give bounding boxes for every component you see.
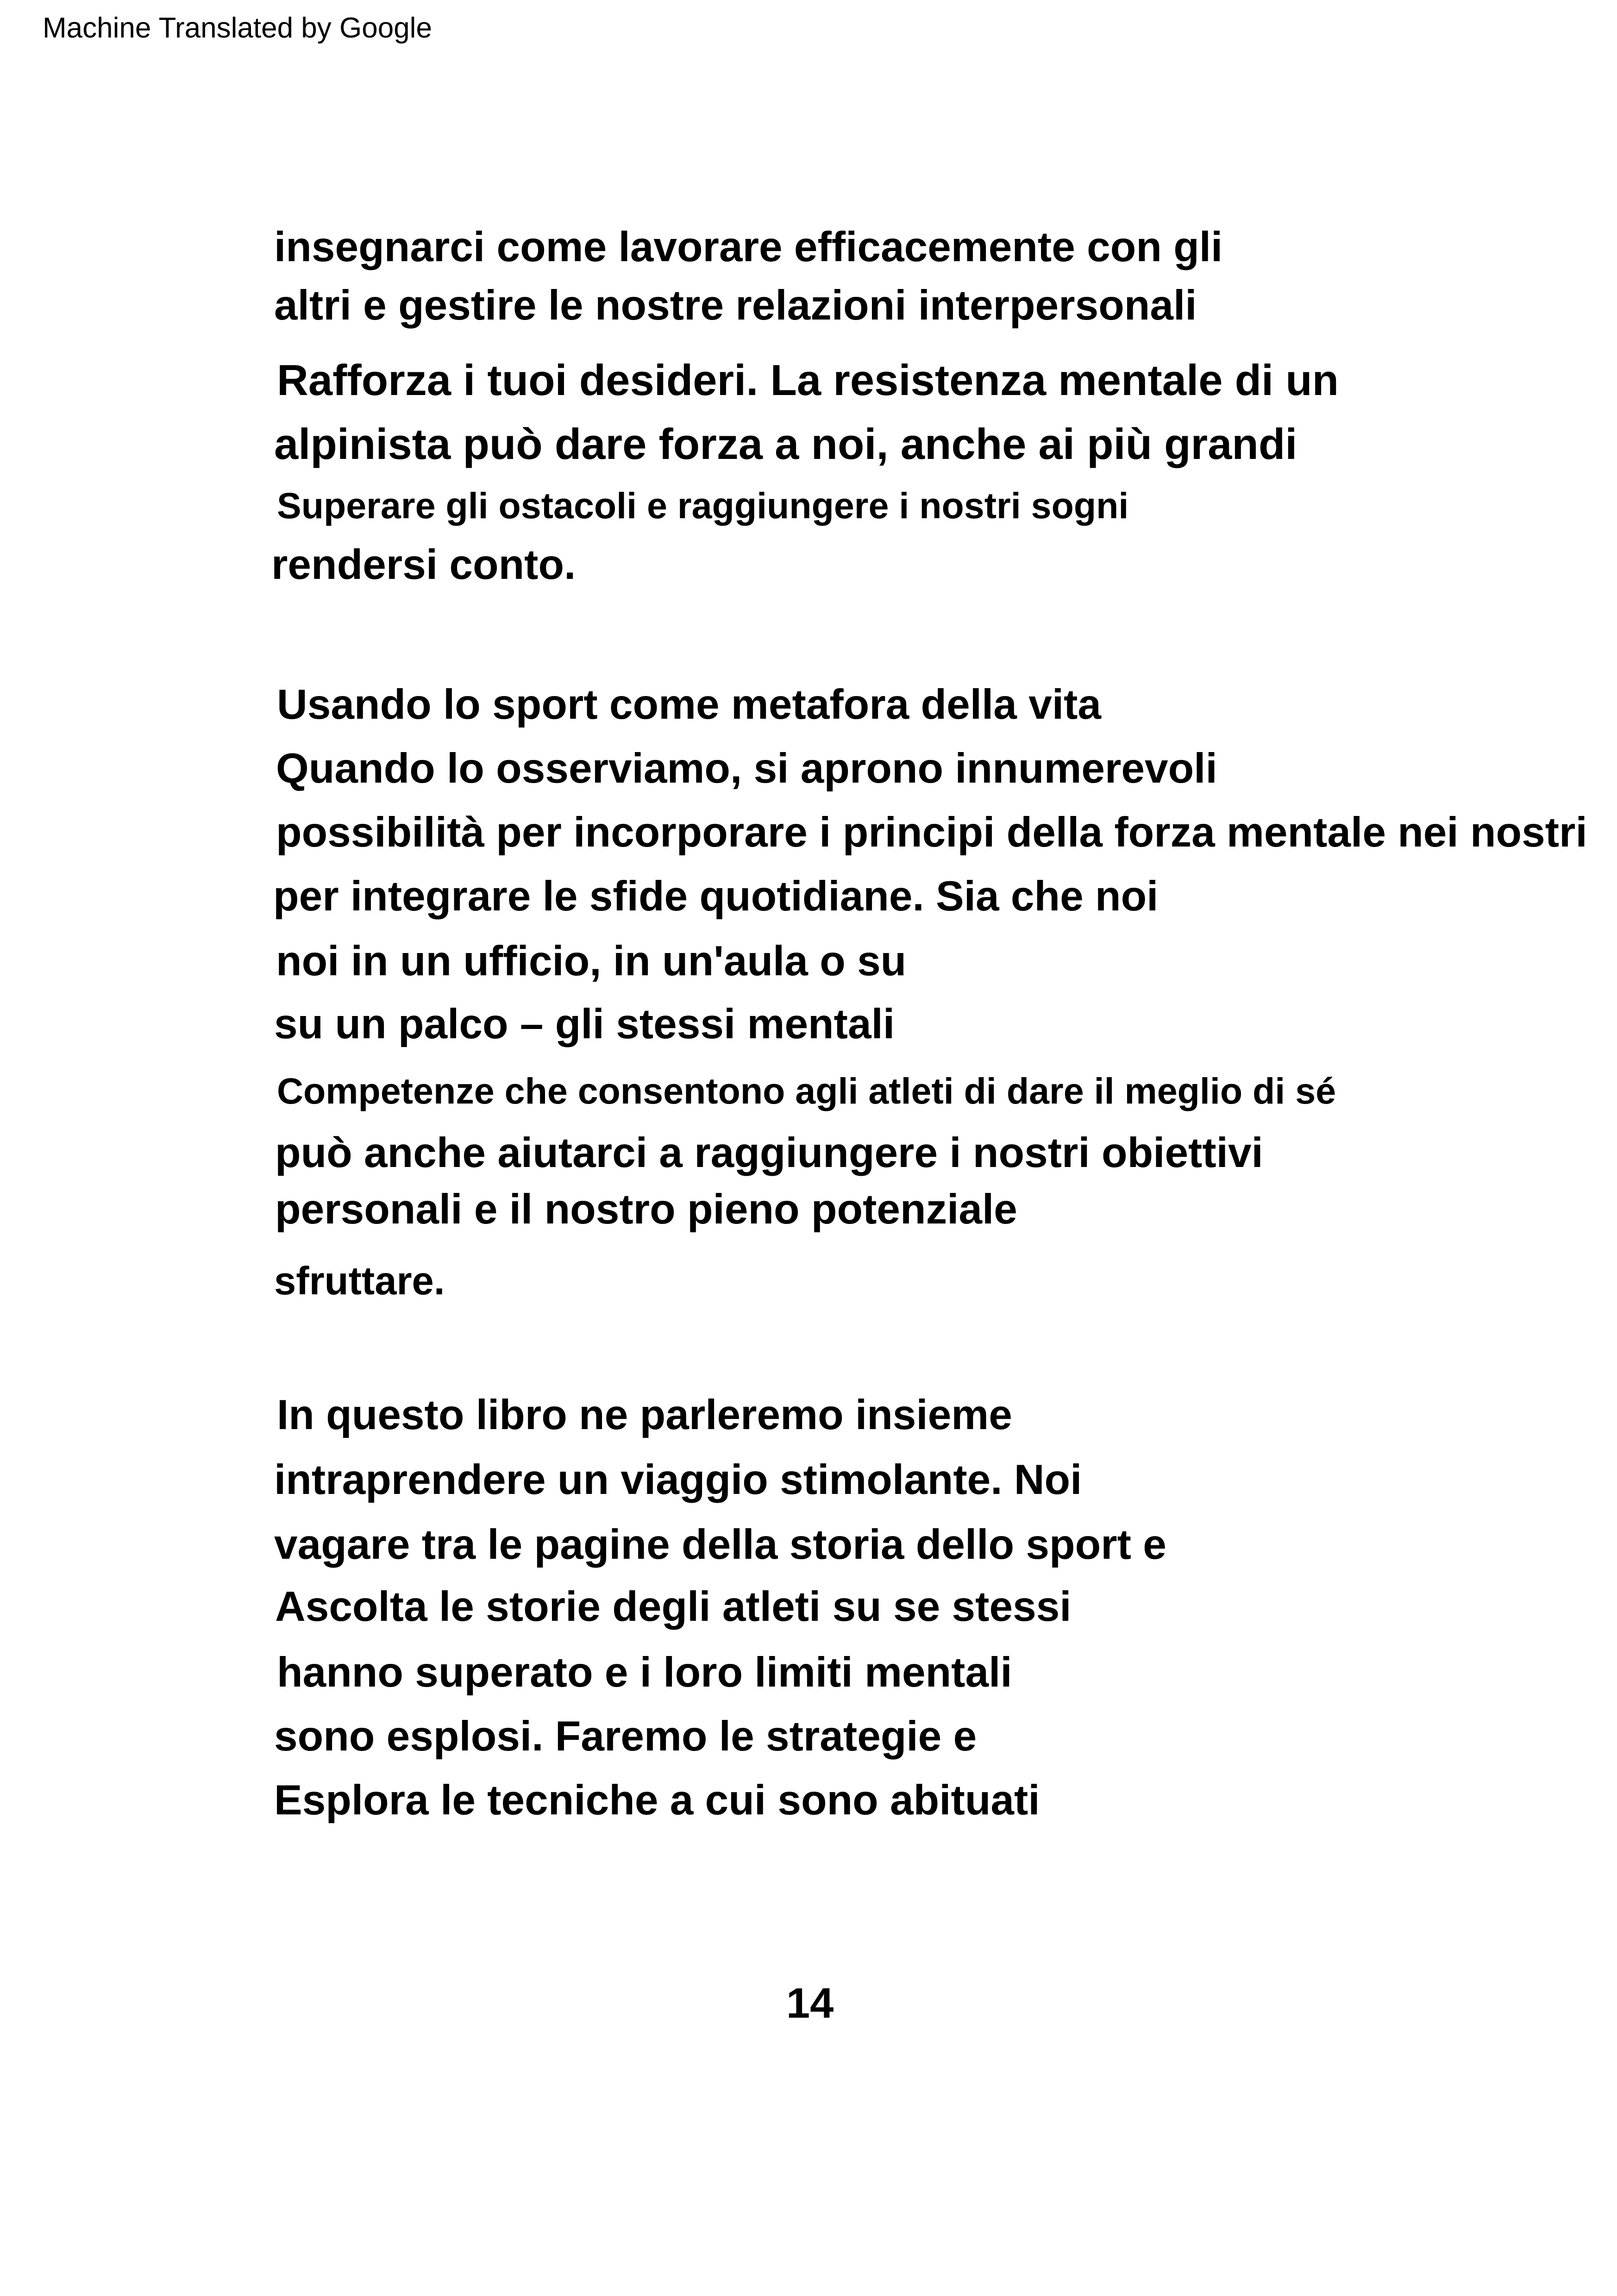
text-line: personali e il nostro pieno potenziale xyxy=(275,1186,1017,1233)
text-line: per integrare le sfide quotidiane. Sia che noi xyxy=(273,873,1159,920)
text-line: altri e gestire le nostre relazioni interpersonali xyxy=(274,282,1197,329)
text-line: hanno superato e i loro limiti mentali xyxy=(277,1649,1012,1696)
text-line: noi in un ufficio, in un'aula o su xyxy=(276,938,907,985)
text-line: sono esplosi. Faremo le strategie e xyxy=(274,1713,977,1760)
text-line: vagare tra le pagine della storia dello sport e xyxy=(274,1521,1166,1568)
text-line: sfruttare. xyxy=(274,1259,445,1303)
text-line: Quando lo osserviamo, si aprono innumerevoli xyxy=(276,745,1217,792)
text-line: Usando lo sport come metafora della vita xyxy=(277,681,1102,728)
machine-translation-note: Machine Translated by Google xyxy=(43,12,432,44)
text-line: può anche aiutarci a raggiungere i nostri obiettivi xyxy=(275,1129,1263,1176)
text-line: rendersi conto. xyxy=(271,541,576,588)
text-line: Ascolta le storie degli atleti su se stessi xyxy=(275,1583,1072,1630)
text-line: possibilità per incorporare i principi della forza mentale nei nostri xyxy=(276,809,1587,856)
text-line: Esplora le tecniche a cui sono abituati xyxy=(274,1777,1040,1824)
text-line: alpinista può dare forza a noi, anche ai più grandi xyxy=(274,420,1297,468)
text-line: insegnarci come lavorare efficacemente con gli xyxy=(274,224,1223,270)
text-line: In questo libro ne parleremo insieme xyxy=(277,1392,1012,1438)
text-line: intraprendere un viaggio stimolante. Noi xyxy=(274,1456,1082,1503)
text-line: Competenze che consentono agli atleti di dare il meglio di sé xyxy=(277,1070,1336,1111)
text-line: Superare gli ostacoli e raggiungere i nostri sogni xyxy=(277,485,1129,526)
page-number: 14 xyxy=(786,1980,834,2027)
text-line: su un palco – gli stessi mentali xyxy=(274,1001,895,1048)
text-line: Rafforza i tuoi desideri. La resistenza mentale di un xyxy=(277,356,1339,404)
